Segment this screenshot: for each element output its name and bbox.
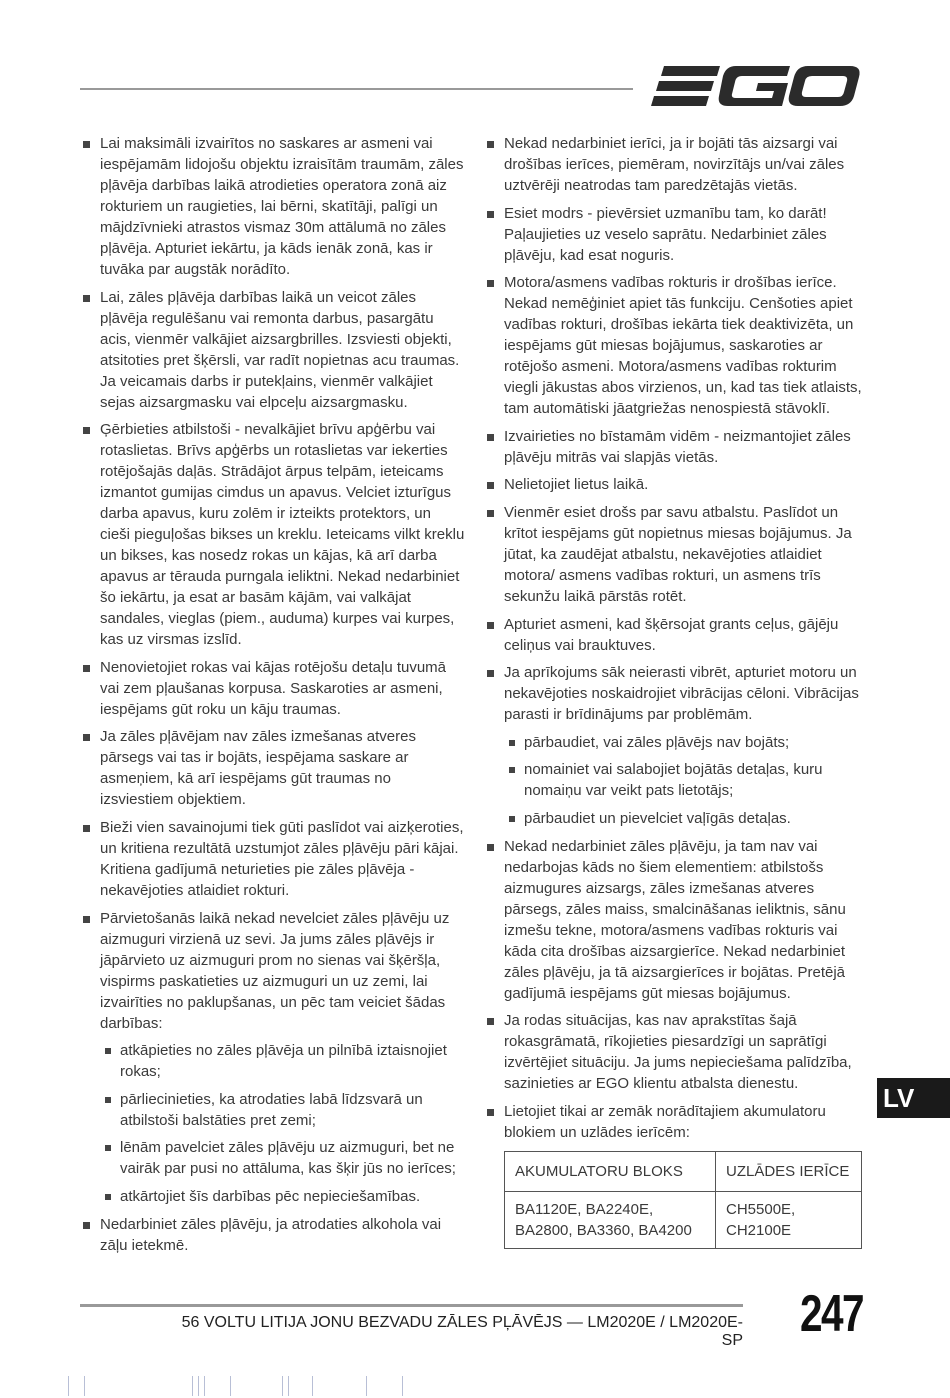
left-column [80, 133, 465, 1262]
list-item: Apturiet asmeni, kad šķērsojat grants ceļus, gājēju celiņus vai brauktuves. [484, 614, 866, 656]
print-crop-marks [60, 1376, 460, 1396]
sub-list-item: pārliecinieties, ka atrodaties labā līdzsvarā un atbilstoši balstāties pret zemi; [80, 1089, 465, 1131]
list-item: Nelietojiet lietus laikā. [484, 474, 866, 495]
list-item: Nekad nedarbiniet ierīci, ja ir bojāti tās aizsargi vai drošības ierīces, piemēram, novirzītājs un/vai zāles uztvērēji neatrodas tam paredzētajās vietās. [484, 133, 866, 196]
list-item: Ja zāles pļāvējam nav zāles izmešanas atveres pārsegs vai tas ir bojāts, iespējama saskare ar asmeņiem, kā arī iespējams gūt traumas no izsviestiem objektiem. [80, 726, 465, 810]
sub-list-item: atkāpieties no zāles pļāvēja un pilnībā iztaisnojiet rokas; [80, 1040, 465, 1082]
footer-rule [80, 1304, 743, 1307]
list-item: Ja aprīkojums sāk neierasti vibrēt, apturiet motoru un nekavējoties noskaidrojiet vibrācijas cēloni. Vibrācijas parasti ir brīdinājums par problēmām. [484, 662, 866, 725]
right-column [484, 133, 866, 1249]
sub-list-item: lēnām pavelciet zāles pļāvēju uz aizmuguri, bet ne vairāk par pusi no attāluma, kas šķir jūs no ierīces; [80, 1137, 465, 1179]
header-rule [80, 88, 633, 90]
table-cell-battery-models: BA1120E, BA2240E, BA2800, BA3360, BA4200 [505, 1191, 716, 1248]
list-item: Vienmēr esiet drošs par savu atbalstu. Paslīdot un krītot iespējams gūt nopietnus miesas bojājumus. Ja jūtat, ka zaudējat atbalstu, nekavējoties atlaidiet motora/ asmens vadības rokturi, un asmens trīs sekunžu laikā pārstās rotēt. [484, 502, 866, 607]
table-header-charger: UZLĀDES IERĪCE [716, 1151, 862, 1191]
sub-list-item: pārbaudiet, vai zāles pļāvējs nav bojāts; [484, 732, 866, 753]
list-item: Izvairieties no bīstamām vidēm - neizmantojiet zāles pļāvēju mitrās vai slapjās vietās. [484, 426, 866, 468]
list-item: Lietojiet tikai ar zemāk norādītajiem akumulatoru blokiem un uzlādes ierīcēm: [484, 1101, 866, 1143]
list-item: Lai, zāles pļāvēja darbības laikā un veicot zāles pļāvēja regulēšanu vai remonta darbus, pasargātu acis, vienmēr valkājiet aizsargbrilles. Izsviesti objekti, atsitoties pret šķērsli, var radīt nopietnas acu traumas. Ja veicamais darbs ir putekļains, vienmēr valkājiet sejas aizsargmasku vai elpceļu aizsargmasku. [80, 287, 465, 413]
list-item: Esiet modrs - pievērsiet uzmanību tam, ko darāt! Paļaujieties uz veselo saprātu. Nedarbiniet zāles pļāvēju, kad esat noguris. [484, 203, 866, 266]
ego-logo-graphic [650, 62, 862, 112]
table-cell-charger-models: CH5500E, CH2100E [716, 1191, 862, 1248]
list-item: Pārvietošanās laikā nekad nevelciet zāles pļāvēju uz aizmuguri virzienā uz sevi. Ja jums zāles pļāvējs ir jāpārvieto uz aizmuguri prom no sienas vai šķēršļa, vispirms paskatieties uz aizmuguri un uz zemi, lai izvairīties no paklupšanas, un pēc tam veiciet šādas darbības: [80, 908, 465, 1034]
list-item: Motora/asmens vadības rokturis ir drošības ierīce. Nekad nemēģiniet apiet tās funkciju. Cenšoties apiet vadības rokturi, drošības iekārta tiek deaktivizēta, un iespējams gūt miesas bojājumus, saskaroties ar rotējošo asmeni. Motora/asmens vadības rokturim viegli jākustas abos virzienos, un, kad tas tiek atlaists, tam automātiski jāatgriežas nenospiestā stāvoklī. [484, 272, 866, 419]
sub-list-item: nomainiet vai salabojiet bojātās detaļas, kuru nomaiņu var veikt pats lietotājs; [484, 759, 866, 801]
list-item: Bieži vien savainojumi tiek gūti paslīdot vai aizķeroties, un kritiena rezultātā uzstumjot zāles pļāvēju pāri kājai. Kritiena gadījumā neturieties pie zāles pļāvēja - nekavējoties atlaidiet rokturi. [80, 817, 465, 901]
battery-charger-table [504, 1151, 862, 1249]
list-item: Nekad nedarbiniet zāles pļāvēju, ja tam nav vai nedarbojas kāds no šiem elementiem: atbilstošs aizmugures aizsargs, zāles izmešanas atveres pārsegs, zāles maiss, smalcināšanas ieliktnis, sānu izmešu tekne, motora/asmens vadības rokturis vai kāda cita drošības aizsargierīce. Nekad nedarbiniet zāles pļāvēju, ja tā aizsargierīces ir bojātas. Pretējā gadījumā iespējams gūt miesas bojājumus. [484, 836, 866, 1004]
list-item: Nedarbiniet zāles pļāvēju, ja atrodaties alkohola vai zāļu ietekmē. [80, 1214, 465, 1256]
list-item: Nenovietojiet rokas vai kājas rotējošu detaļu tuvumā vai zem pļaušanas korpusa. Saskaroties ar asmeni, iespējams gūt roku un kāju traumas. [80, 657, 465, 720]
ego-logo [650, 62, 862, 117]
table-header-battery: AKUMULATORU BLOKS [505, 1151, 716, 1191]
sub-list-item: atkārtojiet šīs darbības pēc nepieciešamības. [80, 1186, 465, 1207]
page-number: 247 [800, 1285, 863, 1343]
list-item: Lai maksimāli izvairītos no saskares ar asmeni vai iespējamām lidojošu objektu izraisītām traumām, zāles pļāvēja darbības laikā atrodieties operatora zonā aiz rokturiem un raugieties, lai bērni, skatītāji, palīgi un mājdzīvnieki atrastos vismaz 30m attālumā no zāles pļāvēja. Apturiet iekārtu, ja kāds ienāk zonā, kas ir tuvāka par augstāk norādīto. [80, 133, 465, 280]
list-item: Ģērbieties atbilstoši - nevalkājiet brīvu apģērbu vai rotaslietas. Brīvs apģērbs un rotaslietas var iekerties rotējošajās daļās. Strādājot ārpus telpām, ieteicams izmantot gumijas cimdus un apavus. Velciet izturīgus darba apavus, kuru zolēm ir izteikts protektors, un cieši pieguļošas bikses un kreklu. Ieteicams vilkt kreklu un bikses, kas nosedz rokas un kājas, kā arī darba apavus ar tērauda purngala ieliktni. Nekad nedarbiniet šo iekārtu, ja esat ar basām kājām, vai valkājat sandales, vieglas (piem., auduma) kurpes vai kurpes, kas uz virsmas izslīd. [80, 419, 465, 650]
sub-list-item: pārbaudiet un pievelciet vaļīgās detaļas. [484, 808, 866, 829]
table-row [505, 1191, 862, 1248]
footer-title: 56 VOLTU LITIJA JONU BEZVADU ZĀLES PĻĀVĒJS — LM2020E / LM2020E-SP [181, 1314, 743, 1349]
table-header-row [505, 1151, 862, 1191]
list-item: Ja rodas situācijas, kas nav aprakstītas šajā rokasgrāmatā, rīkojieties piesardzīgi un saprātīgi izvērtējiet situāciju. Ja jums nepieciešama palīdzība, sazinieties ar EGO klientu atbalsta dienestu. [484, 1010, 866, 1094]
language-tab: LV [877, 1078, 950, 1118]
